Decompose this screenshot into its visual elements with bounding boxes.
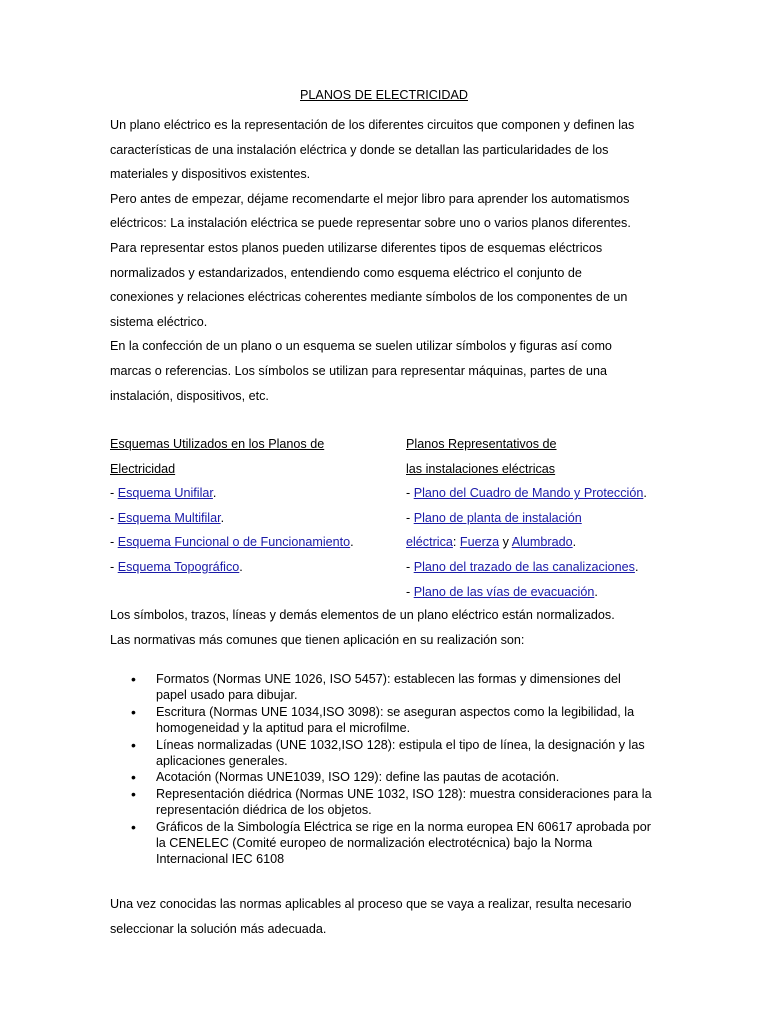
normas-intro <box>110 603 670 652</box>
plano-evacuacion-link[interactable]: Plano de las vías de evacuación <box>413 584 595 599</box>
intro-line: En la confección de un plano o un esquema se suelen utilizar símbolos y figuras así como <box>110 339 612 354</box>
list-dash: - <box>406 486 414 501</box>
list-item-text: aplicaciones generales. <box>156 754 288 769</box>
punctuation: . <box>643 486 647 501</box>
punctuation: . <box>220 510 225 525</box>
intro-line: eléctricos: La instalación eléctrica se puede representar sobre uno o varios planos diferentes. <box>110 216 631 231</box>
list-dash: - <box>110 535 118 550</box>
bullet-icon: • <box>131 703 136 720</box>
punctuation: . <box>634 559 639 574</box>
page-title: PLANOS DE ELECTRICIDAD <box>300 88 468 102</box>
plano-item <box>406 506 647 531</box>
esquemas-column <box>110 432 354 580</box>
planos-column <box>406 432 647 604</box>
intro-line: Para representar estos planos pueden utilizarse diferentes tipos de esquemas eléctricos <box>110 240 603 255</box>
intro-line: normalizados y estandarizados, entendiendo como esquema eléctrico el conjunto de <box>110 265 582 280</box>
list-dash: - <box>406 584 414 599</box>
esquema-item <box>110 555 354 580</box>
planos-heading-cont: las instalaciones eléctricas <box>406 461 556 476</box>
list-item-text: la CENELEC (Comité europeo de normalización electrotécnica) bajo la Norma <box>156 836 593 851</box>
esquemas-heading-cont: Electricidad <box>110 461 176 476</box>
punctuation: . <box>350 535 354 550</box>
bullet-icon: • <box>131 785 136 802</box>
planos-heading: Planos Representativos de <box>406 437 557 451</box>
punctuation: : <box>452 535 460 550</box>
plano-cuadro-mando-link[interactable]: Plano del Cuadro de Mando y Protección <box>413 486 644 501</box>
plano-planta-link-cont[interactable]: eléctrica <box>406 535 453 550</box>
list-item-text: Internacional IEC 6108 <box>156 852 285 867</box>
plano-item-cont <box>406 530 647 555</box>
list-dash: - <box>406 559 414 574</box>
closing-line: Una vez conocidas las normas aplicables al proceso que se vaya a realizar, resulta necesario <box>110 897 632 911</box>
punctuation: . <box>572 535 577 550</box>
punctuation: . <box>212 486 217 501</box>
list-item-text: Formatos (Normas UNE 1026, ISO 5457): establecen las formas y dimensiones del <box>156 672 621 686</box>
esquema-item <box>110 506 354 531</box>
intro-line: materiales y dispositivos existentes. <box>110 167 311 182</box>
punctuation: . <box>239 559 243 574</box>
list-item-text: Gráficos de la Simbología Eléctrica se rige en la norma europea EN 60617 aprobada por <box>156 819 651 834</box>
list-dash: - <box>110 486 118 501</box>
list-item-text: Representación diédrica (Normas UNE 1032, ISO 128): muestra consideraciones para la <box>156 786 652 801</box>
list-item-text: homogeneidad y la aptitud para el microfilme. <box>156 721 411 736</box>
esquema-multifilar-link[interactable]: Esquema Multifilar <box>117 510 221 525</box>
normas-line: Los símbolos, trazos, líneas y demás elementos de un plano eléctrico están normalizados. <box>110 608 615 622</box>
list-dash: - <box>110 510 118 525</box>
esquema-item <box>110 481 354 506</box>
normas-list <box>110 671 670 868</box>
esquemas-heading: Esquemas Utilizados en los Planos de <box>110 437 325 451</box>
intro-line: marcas o referencias. Los símbolos se utilizan para representar máquinas, partes de una <box>110 363 608 378</box>
closing-text <box>110 892 670 941</box>
esquema-topografico-link[interactable]: Esquema Topográfico <box>117 559 240 574</box>
bullet-icon: • <box>131 736 136 753</box>
bullet-icon: • <box>131 818 136 835</box>
plano-canalizaciones-link[interactable]: Plano del trazado de las canalizaciones <box>413 559 635 574</box>
closing-line: seleccionar la solución más adecuada. <box>110 921 327 936</box>
plano-item <box>406 580 647 605</box>
intro-line: características de una instalación eléctrica y donde se detallan las particularidades de los <box>110 142 609 157</box>
intro-line: Un plano eléctrico es la representación de los diferentes circuitos que componen y definen las <box>110 118 635 132</box>
intro-text <box>110 113 670 408</box>
plano-item <box>406 481 647 506</box>
fuerza-link[interactable]: Fuerza <box>459 535 500 550</box>
esquema-unifilar-link[interactable]: Esquema Unifilar <box>117 486 213 501</box>
alumbrado-link[interactable]: Alumbrado <box>511 535 573 550</box>
list-item-text: Líneas normalizadas (UNE 1032,ISO 128): estipula el tipo de línea, la designación y las <box>156 737 645 752</box>
list-item-text: Escritura (Normas UNE 1034,ISO 3098): se aseguran aspectos como la legibilidad, la <box>156 704 635 719</box>
bullet-icon: • <box>131 769 136 786</box>
intro-line: instalación, dispositivos, etc. <box>110 388 269 403</box>
list-item <box>110 769 670 785</box>
esquema-funcional-link[interactable]: Esquema Funcional o de Funcionamiento <box>117 535 351 550</box>
list-item <box>110 786 670 819</box>
plano-item <box>406 555 647 580</box>
punctuation: . <box>594 584 598 599</box>
conjunction: y <box>499 535 512 550</box>
list-item <box>110 671 670 704</box>
list-item <box>110 737 670 770</box>
list-item-text: papel usado para dibujar. <box>156 688 298 703</box>
intro-line: sistema eléctrico. <box>110 314 208 329</box>
list-item <box>110 819 670 868</box>
bullet-icon: • <box>131 671 136 687</box>
list-item-text: representación diédrica de los objetos. <box>156 803 372 818</box>
normas-line: Las normativas más comunes que tienen aplicación en su realización son: <box>110 632 525 647</box>
plano-planta-link[interactable]: Plano de planta de instalación <box>413 510 582 525</box>
intro-line: conexiones y relaciones eléctricas coherentes mediante símbolos de los componentes de un <box>110 290 628 305</box>
list-item-text: Acotación (Normas UNE1039, ISO 129): define las pautas de acotación. <box>156 770 560 785</box>
list-dash: - <box>110 559 118 574</box>
list-dash: - <box>406 510 414 525</box>
esquema-item <box>110 530 354 555</box>
intro-line: Pero antes de empezar, déjame recomendarte el mejor libro para aprender los automatismos <box>110 191 630 206</box>
list-item <box>110 704 670 737</box>
